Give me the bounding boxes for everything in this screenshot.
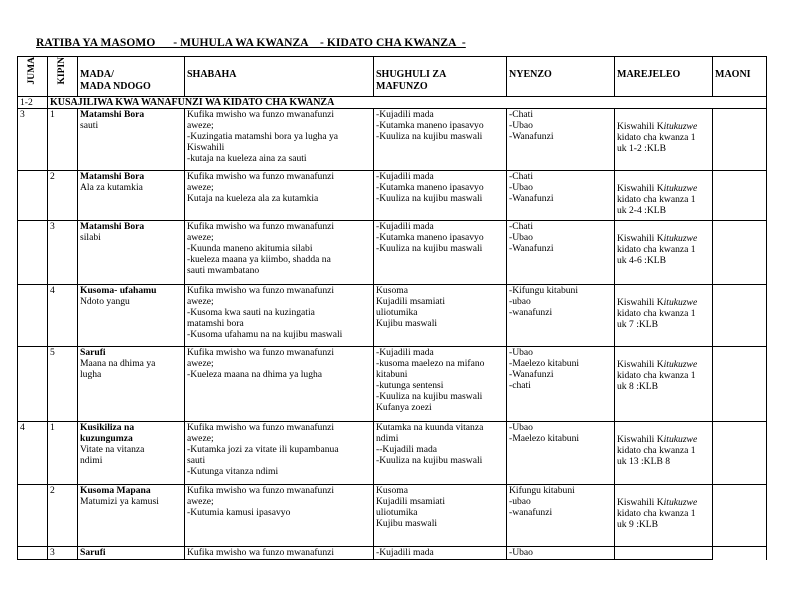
cell-marejeleo: Kiswahili Kitukuzwe kidato cha kwanza 1 uk 2-4 :KLB bbox=[615, 171, 713, 221]
cell-mada: Matamshi Bora sauti bbox=[78, 109, 185, 171]
cell-marejeleo: Kiswahili Kitukuzwe kidato cha kwanza 1 uk 4-6 :KLB bbox=[615, 221, 713, 285]
cell-maoni bbox=[713, 347, 767, 422]
table-row bbox=[18, 221, 767, 285]
table-row bbox=[18, 171, 767, 221]
cell-mada: Kusoma- ufahamu Ndoto yangu bbox=[78, 285, 185, 347]
cell-shughuli: Kutamka na kuunda vitanza ndimi --Kujadili mada -Kuuliza na kujibu maswali bbox=[374, 422, 507, 485]
table-row bbox=[18, 485, 767, 547]
cell-kipindi: 3 bbox=[48, 547, 78, 560]
cell-maoni bbox=[713, 422, 767, 485]
header-shabaha: SHABAHA bbox=[185, 57, 374, 97]
span-row-text: KUSAJILIWA KWA WANAFUNZI WA KIDATO CHA KWANZA bbox=[48, 97, 767, 109]
cell-marejeleo: Kiswahili Kitukuzwe kidato cha kwanza 1 uk 1-2 :KLB bbox=[615, 109, 713, 171]
cell-shabaha: Kufika mwisho wa funzo mwanafunzi aweze; -Kutamka jozi za vitate ili kupambanua sauti -Kutunga vitanza ndimi bbox=[185, 422, 374, 485]
cell-kipindi: 1 bbox=[48, 109, 78, 171]
cell-juma: 3 bbox=[18, 109, 48, 171]
cell-nyenzo: -Chati -Ubao -Wanafunzi bbox=[507, 221, 615, 285]
table-row bbox=[18, 285, 767, 347]
cell-shabaha: Kufika mwisho wa funzo mwanafunzi aweze; -Kueleza maana na dhima ya lugha bbox=[185, 347, 374, 422]
cell-marejeleo: Kiswahili Kitukuzwe kidato cha kwanza 1 uk 8 :KLB bbox=[615, 347, 713, 422]
header-kipindi: KIPIN bbox=[48, 57, 78, 97]
cell-shughuli: Kusoma Kujadili msamiati uliotumika Kujibu maswali bbox=[374, 485, 507, 547]
page-title: RATIBA YA MASOMO - MUHULA WA KWANZA - KIDATO CHA KWANZA - bbox=[36, 37, 466, 49]
cell-juma: 4 bbox=[18, 422, 48, 485]
cell-juma bbox=[18, 547, 48, 560]
cell-maoni bbox=[713, 547, 767, 560]
header-mada: MADA/ MADA NDOGO bbox=[78, 57, 185, 97]
cell-kipindi: 4 bbox=[48, 285, 78, 347]
cell-kipindi: 5 bbox=[48, 347, 78, 422]
cell-maoni bbox=[713, 171, 767, 221]
cell-maoni bbox=[713, 485, 767, 547]
cell-shughuli: -Kujadili mada bbox=[374, 547, 507, 560]
header-juma: JUMA bbox=[18, 57, 48, 97]
cell-marejeleo: Kiswahili Kitukuzwe kidato cha kwanza 1 uk 7 :KLB bbox=[615, 285, 713, 347]
cell-mada: Matamshi Bora silabi bbox=[78, 221, 185, 285]
cell-juma bbox=[18, 485, 48, 547]
cell-marejeleo: Kiswahili Kitukuzwe kidato cha kwanza 1 uk 13 :KLB 8 bbox=[615, 422, 713, 485]
cell-nyenzo: -Chati -Ubao -Wanafunzi bbox=[507, 109, 615, 171]
cell-mada: Kusoma Mapana Matumizi ya kamusi bbox=[78, 485, 185, 547]
cell-shughuli: -Kujadili mada -Kutamka maneno ipasavyo -Kuuliza na kujibu maswali bbox=[374, 171, 507, 221]
cell-shabaha: Kufika mwisho wa funzo mwanafunzi aweze; -Kusoma kwa sauti na kuzingatia matamshi bora -Kusoma ufahamu na na kujibu maswali bbox=[185, 285, 374, 347]
cell-nyenzo: -Ubao -Maelezo kitabuni -Wanafunzi -chati bbox=[507, 347, 615, 422]
cell-juma bbox=[18, 285, 48, 347]
span-row-juma: 1-2 bbox=[18, 97, 48, 109]
cell-kipindi: 2 bbox=[48, 171, 78, 221]
cell-nyenzo: -Ubao -Maelezo kitabuni bbox=[507, 422, 615, 485]
cell-shabaha: Kufika mwisho wa funzo mwanafunzi aweze; Kutaja na kueleza ala za kutamkia bbox=[185, 171, 374, 221]
registration-row bbox=[18, 97, 767, 109]
cell-marejeleo bbox=[615, 547, 713, 560]
cell-nyenzo: -Chati -Ubao -Wanafunzi bbox=[507, 171, 615, 221]
cell-kipindi: 2 bbox=[48, 485, 78, 547]
header-row bbox=[18, 57, 767, 97]
cell-juma bbox=[18, 171, 48, 221]
cell-kipindi: 3 bbox=[48, 221, 78, 285]
table-row bbox=[18, 347, 767, 422]
header-maoni: MAONI bbox=[713, 57, 767, 97]
header-shughuli: SHUGHULI ZA MAFUNZO bbox=[374, 57, 507, 97]
cell-marejeleo: Kiswahili Kitukuzwe kidato cha kwanza 1 uk 9 :KLB bbox=[615, 485, 713, 547]
cell-shughuli: -Kujadili mada -kusoma maelezo na mifano kitabuni -kutunga sentensi -Kuuliza na kujibu maswali Kufanya zoezi bbox=[374, 347, 507, 422]
cell-shabaha: Kufika mwisho wa funzo mwanafunzi aweze; -Kuzingatia matamshi bora ya lugha ya Kiswahili -kutaja na kueleza aina za sauti bbox=[185, 109, 374, 171]
cell-nyenzo: Kifungu kitabuni -ubao -wanafunzi bbox=[507, 485, 615, 547]
cell-shabaha: Kufika mwisho wa funzo mwanafunzi aweze; -Kuunda maneno akitumia silabi -kueleza maana ya kiimbo, shadda na sauti mwambatano bbox=[185, 221, 374, 285]
cell-nyenzo: -Kifungu kitabuni -ubao -wanafunzi bbox=[507, 285, 615, 347]
table-row bbox=[18, 547, 767, 560]
table-row bbox=[18, 422, 767, 485]
cell-shughuli: Kusoma Kujadili msamiati uliotumika Kujibu maswali bbox=[374, 285, 507, 347]
cell-shabaha: Kufika mwisho wa funzo mwanafunzi bbox=[185, 547, 374, 560]
cell-mada: Sarufi bbox=[78, 547, 185, 560]
table-row bbox=[18, 109, 767, 171]
cell-shabaha: Kufika mwisho wa funzo mwanafunzi aweze; -Kutumia kamusi ipasavyo bbox=[185, 485, 374, 547]
cell-juma bbox=[18, 221, 48, 285]
header-marejeleo: MAREJELEO bbox=[615, 57, 713, 97]
cell-kipindi: 1 bbox=[48, 422, 78, 485]
cell-mada: Kusikiliza na kuzungumza Vitate na vitanza ndimi bbox=[78, 422, 185, 485]
cell-mada: Sarufi Maana na dhima ya lugha bbox=[78, 347, 185, 422]
cell-juma bbox=[18, 347, 48, 422]
cell-maoni bbox=[713, 109, 767, 171]
cell-shughuli: -Kujadili mada -Kutamka maneno ipasavyo -Kuuliza na kujibu maswali bbox=[374, 221, 507, 285]
cell-maoni bbox=[713, 221, 767, 285]
cell-shughuli: -Kujadili mada -Kutamka maneno ipasavyo -Kuuliza na kujibu maswali bbox=[374, 109, 507, 171]
scheme-of-work-table bbox=[17, 56, 767, 560]
cell-mada: Matamshi Bora Ala za kutamkia bbox=[78, 171, 185, 221]
cell-nyenzo: -Ubao bbox=[507, 547, 615, 560]
cell-maoni bbox=[713, 285, 767, 347]
header-nyenzo: NYENZO bbox=[507, 57, 615, 97]
